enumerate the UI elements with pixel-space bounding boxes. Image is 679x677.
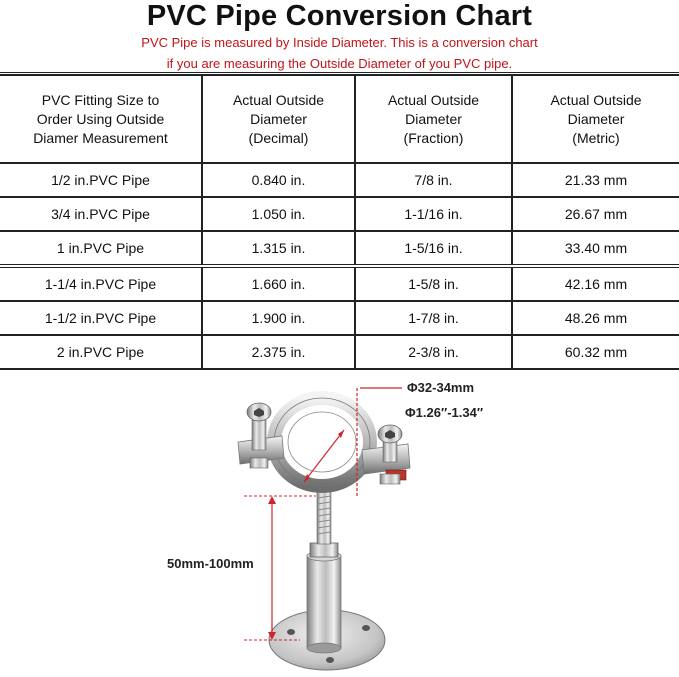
metric-cell: 26.67 mm: [512, 197, 679, 231]
fitting-size-cell: 1-1/2 in.PVC Pipe: [0, 301, 202, 335]
fitting-size-cell: 2 in.PVC Pipe: [0, 335, 202, 369]
fitting-size-cell: 1-1/4 in.PVC Pipe: [0, 266, 202, 301]
header-line: Order Using Outside: [36, 110, 165, 127]
fraction-cell: 7/8 in.: [355, 163, 512, 197]
decimal-cell: 1.660 in.: [202, 266, 355, 301]
fraction-cell: 2-3/8 in.: [355, 335, 512, 369]
measurement-note-line-2: if you are measuring the Outside Diameter of you PVC pipe.: [166, 56, 513, 71]
column-header-metric: [512, 76, 679, 163]
pipe-clamp-illustration: [0, 378, 679, 677]
header-line: Actual Outside: [232, 91, 325, 108]
column-header-fraction: [355, 76, 512, 163]
header-line: Diameter: [250, 110, 307, 127]
diameter-imperial-label: Φ1.26″-1.34″: [405, 405, 484, 420]
top-rule: [0, 72, 679, 73]
height-range-label: 50mm-100mm: [167, 556, 254, 571]
header-line: Diameter: [567, 110, 625, 127]
header-line: PVC Fitting Size to: [41, 91, 160, 108]
metric-cell: 33.40 mm: [512, 231, 679, 266]
header-line: (Fraction): [403, 129, 464, 146]
clamp-ring: [274, 398, 370, 486]
fitting-size-cell: 3/4 in.PVC Pipe: [0, 197, 202, 231]
conversion-table: [0, 76, 679, 370]
table-row: [0, 197, 679, 231]
measurement-note-line-1: PVC Pipe is measured by Inside Diameter. This is a conversion chart: [141, 35, 538, 50]
column-header-decimal: [202, 76, 355, 163]
metric-cell: 21.33 mm: [512, 163, 679, 197]
table-row: [0, 335, 679, 369]
fraction-cell: 1-5/16 in.: [355, 231, 512, 266]
diameter-metric-label: Φ32-34mm: [407, 380, 475, 395]
page-title: PVC Pipe Conversion Chart: [146, 0, 533, 32]
header-line: Diamer Measurement: [33, 129, 168, 146]
header-line: Actual Outside: [387, 91, 480, 108]
fraction-cell: 1-5/8 in.: [355, 266, 512, 301]
fraction-cell: 1-7/8 in.: [355, 301, 512, 335]
decimal-cell: 1.900 in.: [202, 301, 355, 335]
fraction-cell: 1-1/16 in.: [355, 197, 512, 231]
metric-cell: 48.26 mm: [512, 301, 679, 335]
decimal-cell: 1.050 in.: [202, 197, 355, 231]
table-row: [0, 163, 679, 197]
decimal-cell: 2.375 in.: [202, 335, 355, 369]
table-row: [0, 231, 679, 266]
header-line: (Decimal): [248, 129, 309, 146]
header-line: Diameter: [405, 110, 462, 127]
metric-cell: 60.32 mm: [512, 335, 679, 369]
table-header-row: [0, 76, 679, 163]
header-line: (Metric): [572, 129, 620, 146]
support-tube: [307, 543, 341, 653]
table-row: [0, 266, 679, 301]
metric-cell: 42.16 mm: [512, 266, 679, 301]
fitting-size-cell: 1/2 in.PVC Pipe: [0, 163, 202, 197]
decimal-cell: 0.840 in.: [202, 163, 355, 197]
column-header-fitting-size: [0, 76, 202, 163]
decimal-cell: 1.315 in.: [202, 231, 355, 266]
header-line: Actual Outside: [550, 91, 642, 108]
fitting-size-cell: 1 in.PVC Pipe: [0, 231, 202, 266]
table-row: [0, 301, 679, 335]
